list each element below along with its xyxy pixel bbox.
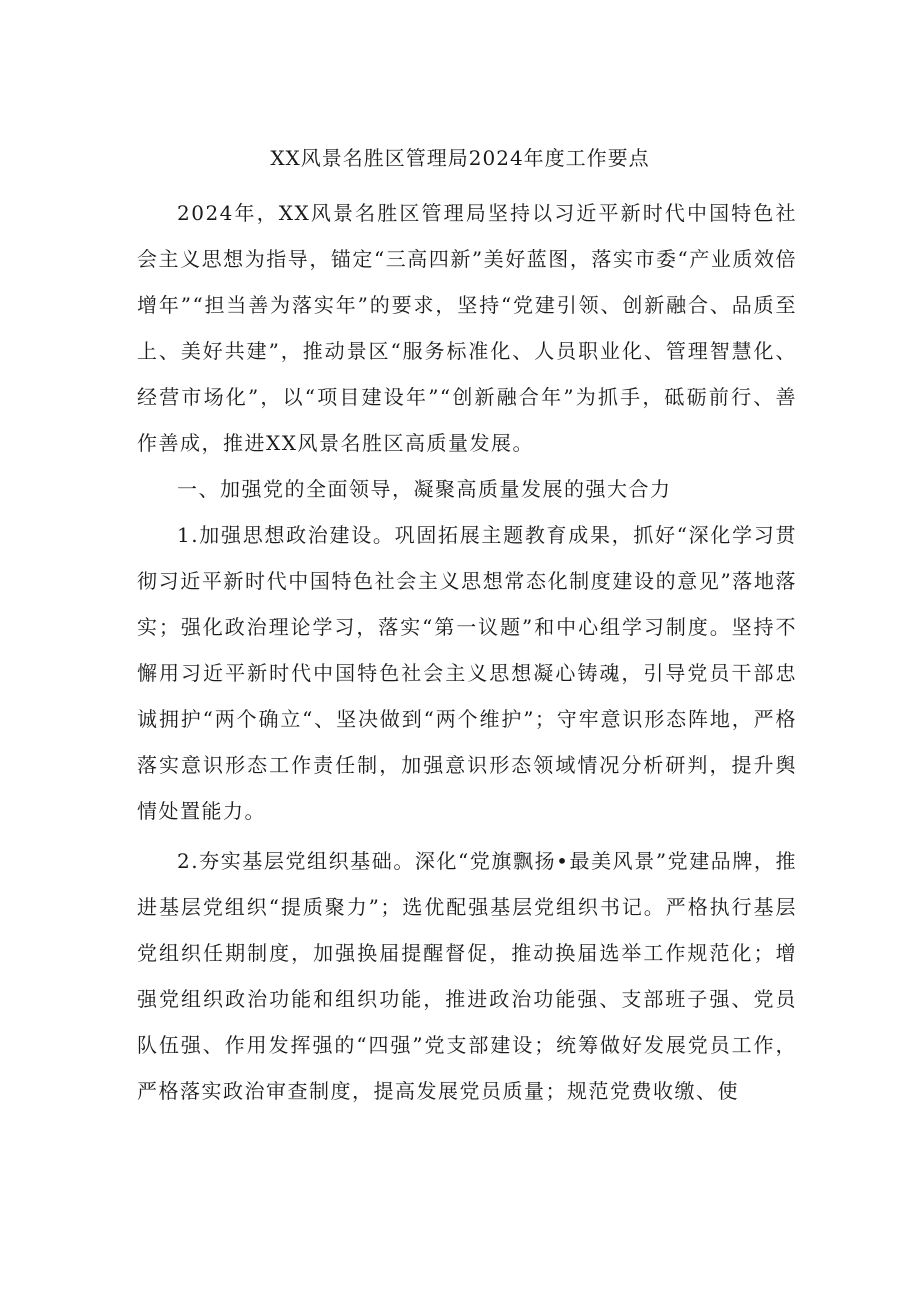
section-heading: 一、加强党的全面领导，凝聚高质量发展的强大合力 bbox=[177, 477, 672, 501]
document-title: XX风景名胜区管理局2024年度工作要点 bbox=[270, 146, 650, 170]
document-body bbox=[137, 162, 797, 1114]
intro-paragraph: 2024年，XX风景名胜区管理局坚持以习近平新时代中国特色社会主义思想为指导，锚定“三高四新”美好蓝图，落实市委“产业质效倍增年”“担当善为落实年”的要求，坚持“党建引领、创新融合、品质至上、美好共建”，推动景区“服务标准化、人员职业化、管理智慧化、经营市场化”，以“项目建设年”“创新融合年”为抓手，砥砺前行、善作善成，推进XX风景名胜区高质量发展。 bbox=[137, 201, 797, 455]
item-paragraph-1: 1.加强思想政治建设。巩固拓展主题教育成果，抓好“深化学习贯彻习近平新时代中国特色社会主义思想常态化制度建设的意见”落地落实；强化政治理论学习，落实“第一议题”和中心组学习制度。坚持不懈用习近平新时代中国特色社会主义思想凝心铸魂，引导党员干部忠诚拥护“两个确立“、坚决做到“两个维护”；守牢意识形态阵地，严格落实意识形态工作责任制，加强意识形态领域情况分析研判，提升舆情处置能力。 bbox=[137, 523, 797, 823]
item-paragraph-2: 2.夯实基层党组织基础。深化“党旗飘扬•最美风景”党建品牌，推进基层党组织“提质聚力”；选优配强基层党组织书记。严格执行基层党组织任期制度，加强换届提醒督促，推动换届选举工作规范化；增强党组织政治功能和组织功能，推进政治功能强、支部班子强、党员队伍强、作用发挥强的“四强”党支部建设；统筹做好发展党员工作，严格落实政治审查制度，提高发展党员质量；规范党费收缴、使 bbox=[137, 849, 797, 1103]
